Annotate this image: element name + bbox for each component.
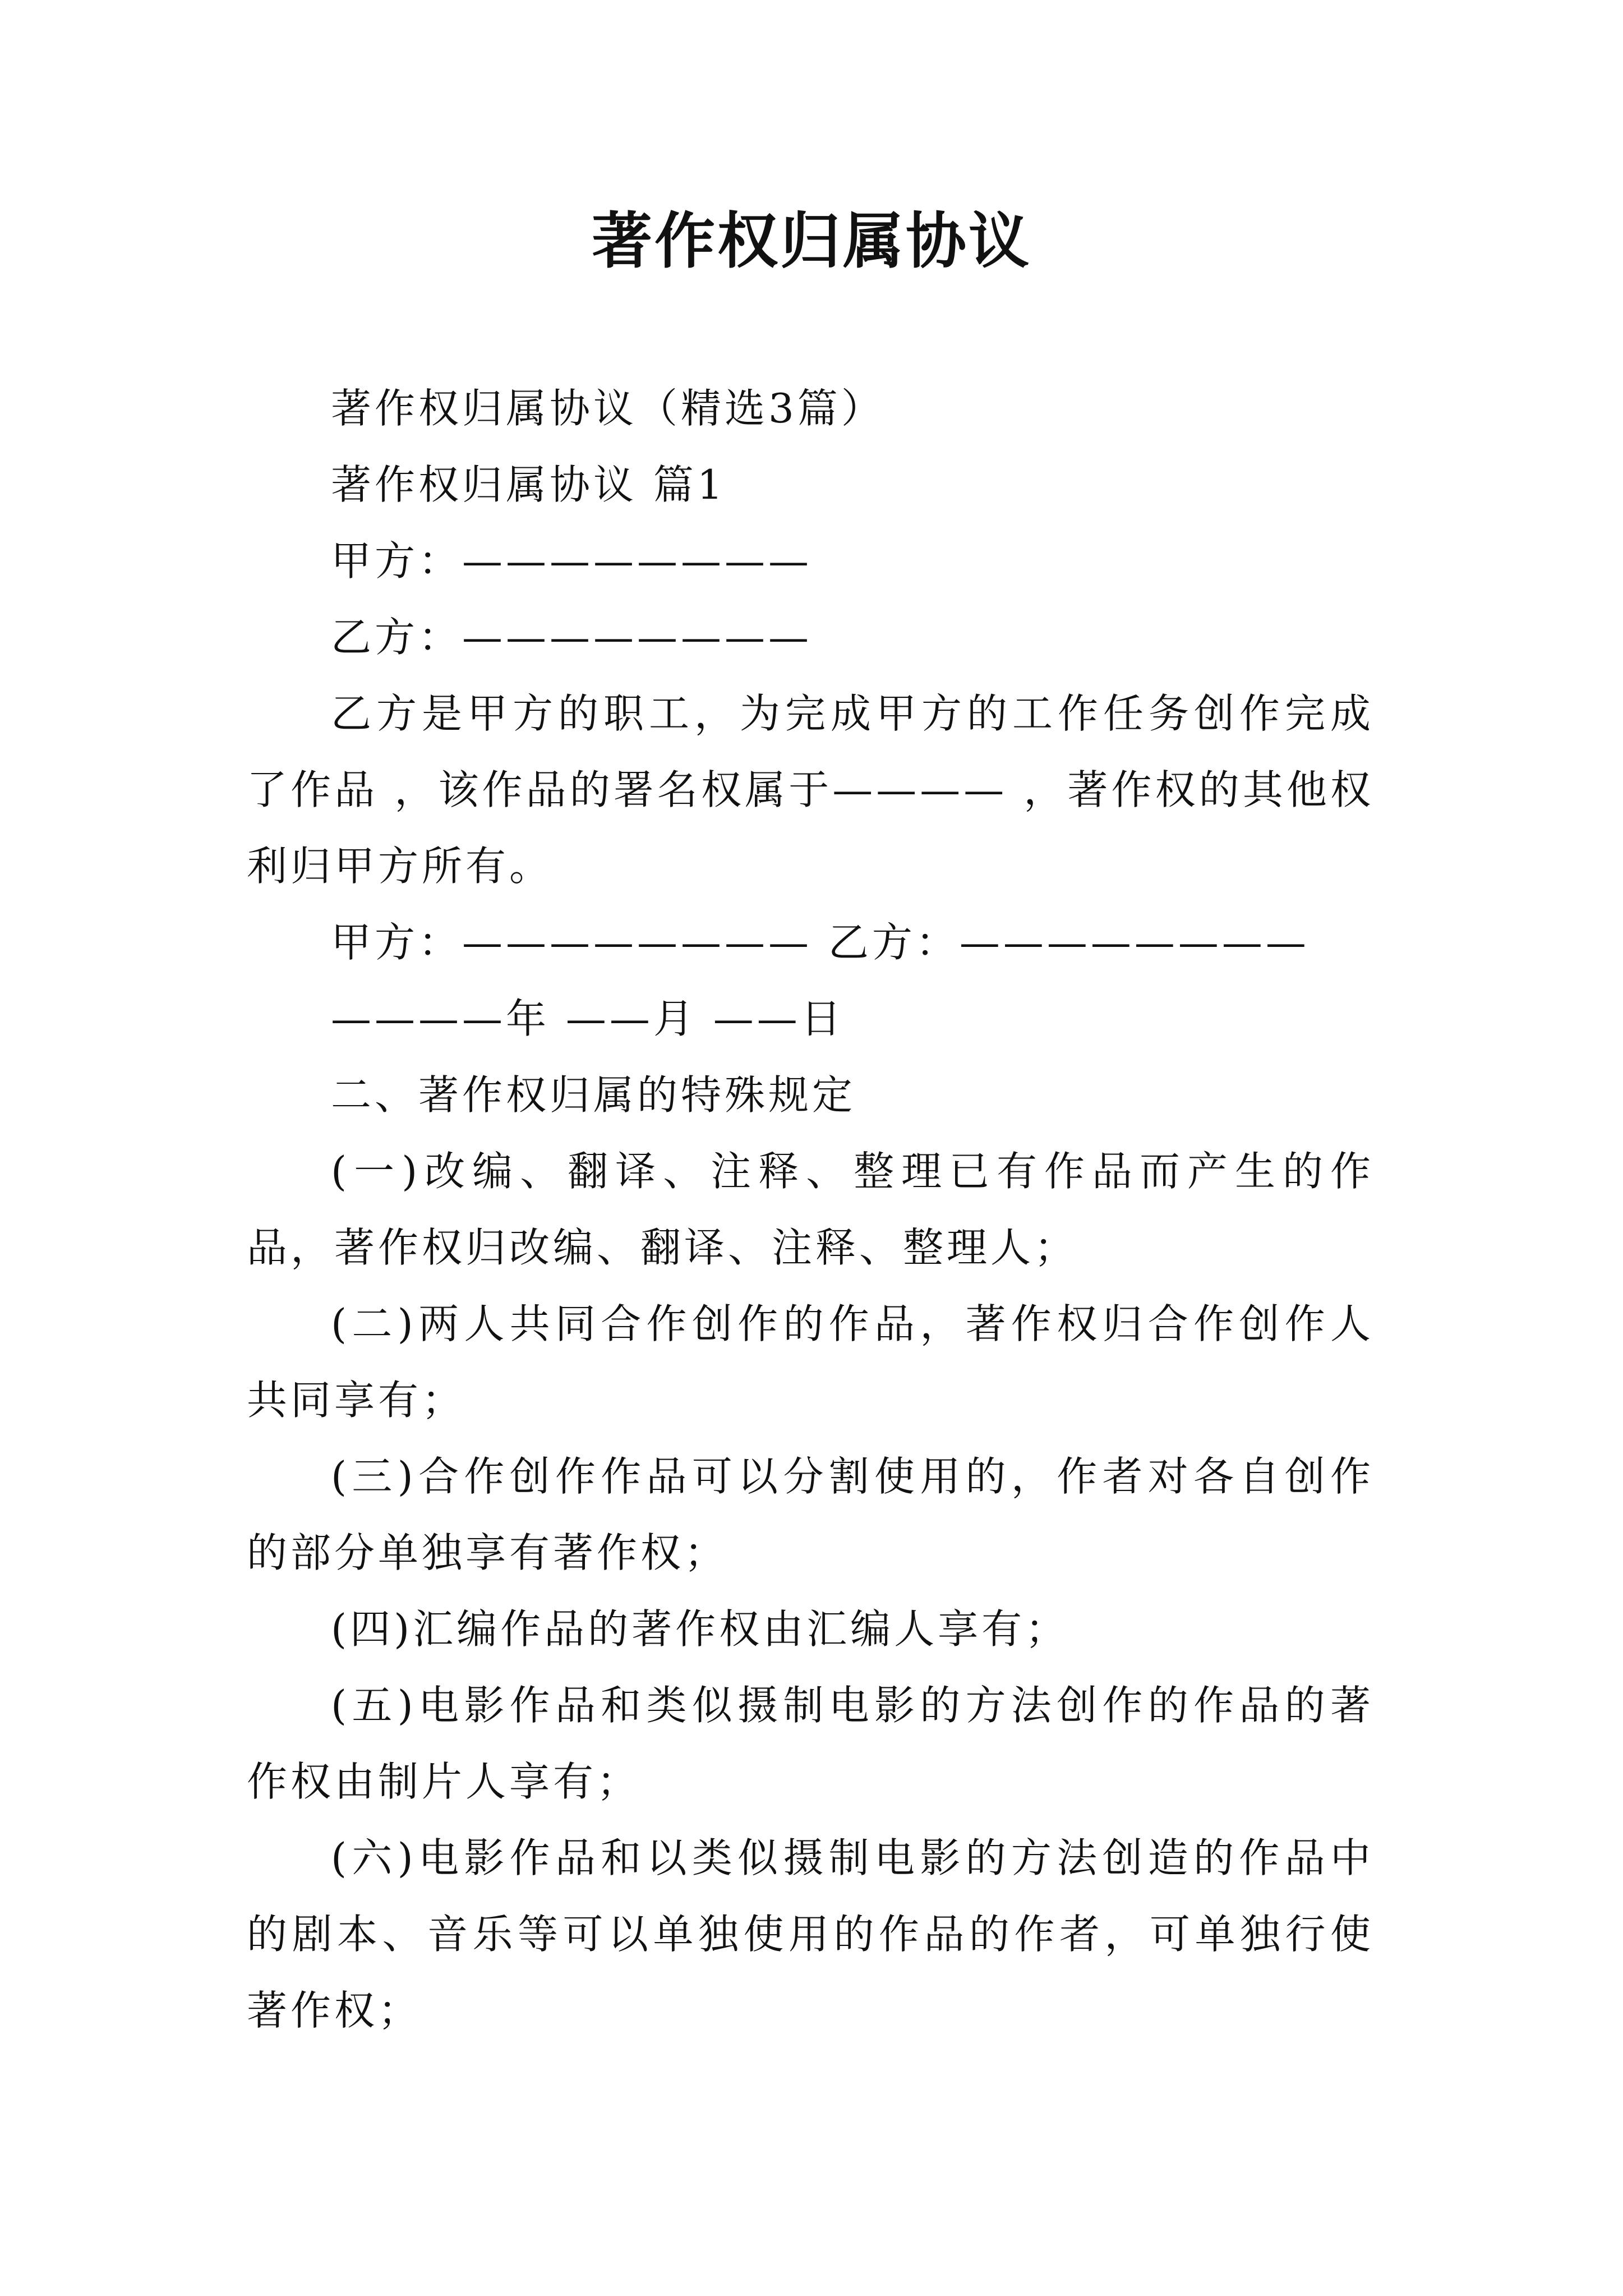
document-title: 著作权归属协议 (591, 206, 1031, 277)
paragraph-party-a: 甲方：———————— (331, 537, 813, 585)
paragraph-date: ————年 ——月 ——日 (331, 995, 845, 1042)
paragraph-section-heading: 著作权归属协议 篇1 (331, 461, 726, 508)
document-body (247, 370, 1374, 2049)
paragraph-rule-6: (六)电影作品和以类似摄制电影的方法创造的作品中的剧本、音乐等可以单独使用的作品的作者，可单独行使著作权； (247, 1834, 1374, 2034)
paragraph-party-b: 乙方：———————— (331, 614, 813, 661)
paragraph-agreement-body: 乙方是甲方的职工，为完成甲方的工作任务创作完成了作品 ，该作品的署名权属于———— ，著作权的其他权利归甲方所有。 (247, 690, 1374, 890)
paragraph-rule-3: (三)合作创作作品可以分割使用的，作者对各自创作的部分单独享有著作权； (247, 1453, 1374, 1576)
paragraph-rule-2: (二)两人共同合作创作的作品，著作权归合作创作人共同享有； (247, 1300, 1374, 1424)
paragraph-rule-5: (五)电影作品和类似摄制电影的方法创作的作品的著作权由制片人享有； (247, 1682, 1374, 1805)
paragraph-signatures: 甲方：———————— 乙方：———————— (331, 919, 1310, 966)
paragraph-subtitle: 著作权归属协议（精选3篇） (331, 385, 885, 432)
paragraph-rule-4: (四)汇编作品的著作权由汇编人享有； (331, 1605, 1069, 1653)
paragraph-rule-1: (一)改编、翻译、注释、整理已有作品而产生的作品，著作权归改编、翻译、注释、整理人； (247, 1148, 1374, 1271)
paragraph-special-rules-heading: 二、著作权归属的特殊规定 (331, 1071, 856, 1119)
